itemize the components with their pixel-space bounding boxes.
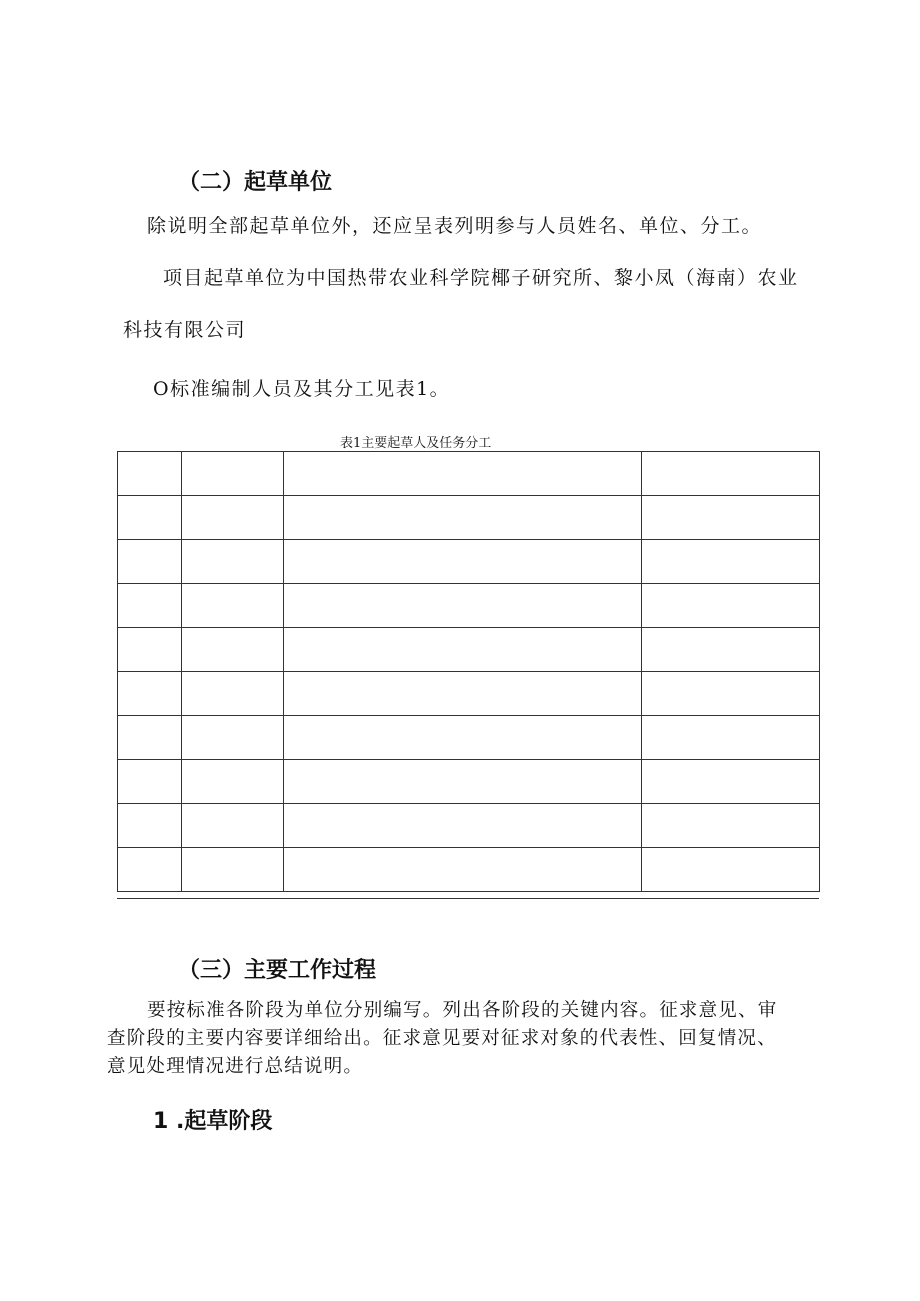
table-cell: [118, 804, 182, 848]
table-cell: [642, 716, 820, 760]
table-cell: [284, 584, 642, 628]
table-cell: [642, 540, 820, 584]
table-cell: [182, 584, 284, 628]
paragraph-work-process-line3: 意见处理情况进行总结说明。: [107, 1056, 364, 1077]
drafters-table-body: [118, 452, 820, 892]
table-cell: [118, 716, 182, 760]
table-cell: [284, 848, 642, 892]
table-cell: [182, 672, 284, 716]
section-heading-work-process: （三）主要工作过程: [178, 958, 377, 983]
table-cell: [284, 496, 642, 540]
table-row: [118, 672, 820, 716]
table-row: [118, 540, 820, 584]
table-cell: [182, 540, 284, 584]
table-cell: [284, 540, 642, 584]
subheading-drafting-stage: 1 .起草阶段: [153, 1109, 273, 1134]
table-row: [118, 760, 820, 804]
table-cell: [182, 716, 284, 760]
table-cell: [642, 628, 820, 672]
section-heading-drafting-units: （二）起草单位: [178, 170, 333, 195]
table-cell: [118, 628, 182, 672]
table-caption: 表1主要起草人及任务分工: [340, 436, 492, 451]
table-cell: [284, 452, 642, 496]
table-cell: [118, 496, 182, 540]
table-cell: [642, 584, 820, 628]
table-cell: [182, 496, 284, 540]
table-cell: [642, 452, 820, 496]
table-row: [118, 584, 820, 628]
table-row: [118, 716, 820, 760]
table-cell: [284, 672, 642, 716]
table-cell: [118, 672, 182, 716]
table-cell: [182, 848, 284, 892]
table-cell: [118, 584, 182, 628]
table-cell: [284, 716, 642, 760]
table-cell: [118, 540, 182, 584]
drafters-table: [117, 451, 820, 892]
paragraph-drafting-units-line1: 项目起草单位为中国热带农业科学院椰子研究所、黎小凤（海南）农业: [163, 267, 799, 289]
table-row: [118, 804, 820, 848]
table-cell: [118, 848, 182, 892]
paragraph-work-process-line2: 查阶段的主要内容要详细给出。征求意见要对征求对象的代表性、回复情况、: [107, 1028, 777, 1049]
table-cell: [118, 760, 182, 804]
paragraph-staff-division: O标准编制人员及其分工见表1。: [153, 378, 451, 400]
table-row: [118, 496, 820, 540]
table-cell: [284, 628, 642, 672]
paragraph-work-process-line1: 要按标准各阶段为单位分别编写。列出各阶段的关键内容。征求意见、审: [147, 1000, 778, 1021]
table-cell: [284, 760, 642, 804]
table-cell: [118, 452, 182, 496]
table-cell: [182, 452, 284, 496]
paragraph-drafting-units-instruction: 除说明全部起草单位外，还应呈表列明参与人员姓名、单位、分工。: [147, 215, 763, 237]
paragraph-drafting-units-line2: 科技有限公司: [123, 319, 247, 341]
table-bottom-rule: [117, 898, 819, 899]
table-cell: [182, 760, 284, 804]
table-cell: [182, 804, 284, 848]
table-cell: [284, 804, 642, 848]
table-cell: [182, 628, 284, 672]
table-row: [118, 848, 820, 892]
table-row: [118, 452, 820, 496]
table-cell: [642, 848, 820, 892]
table-cell: [642, 760, 820, 804]
table-cell: [642, 496, 820, 540]
table-cell: [642, 804, 820, 848]
table-row: [118, 628, 820, 672]
table-cell: [642, 672, 820, 716]
